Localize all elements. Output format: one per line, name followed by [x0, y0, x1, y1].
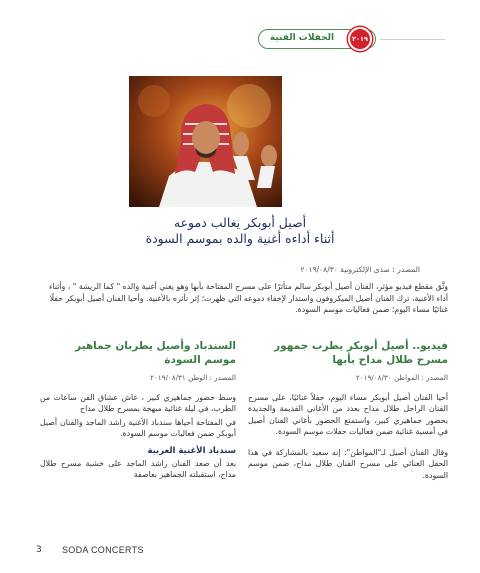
left-article-para2: في المفتاحة أحياها سندباد الأغنية راشد الماجد والفنان أصيل أبوبكر ضمن فعاليات موسم السودة. [40, 417, 236, 438]
lead-article-body: وثَّق مقطع فيديو مؤثر، الفنان أصيل أبوبكر سالم متأثرًا على مسرح المفتاحة بأبها وهو يغني أغنية والده " كما الريشة " ، وأثناء أداء الأغنية، ترك الفنان أصيل الميكروفون واستدار لإخفاء دموعه التي ظهرت؛ إثر تأثره بالأغنية. وأحيا الفنان أصيل أبوبكر حفلًا غنائيًا مساء اليوم؛ ضمن فعاليات موسم السودة. [48, 282, 448, 314]
header-rule [380, 39, 445, 40]
right-article-para1: أحيا الفنان أصيل أبوبكر مساء اليوم، حفلاً غنائيًا، على مسرح الفنان الراحل طلال مداح بعدد من الأغاني القديمة والجديدة بحضور جماهيري كبير، واستمتع الحضور بأغاني الفنان أصيل في أمسية غنائية ضمن فعاليات حفلات موسم السودة. [248, 393, 448, 436]
section-badge: ٢٠١٩ [348, 27, 372, 51]
left-source-date: ٢٠١٩/٠٨/٣١ [150, 373, 186, 382]
section-title: الحفلات الفنية [269, 33, 335, 43]
left-article-subheading: سندباد الأغنية العربية [147, 446, 236, 457]
left-article-title: السندباد وأصيل يطربان جماهير موسم السودة [75, 340, 236, 366]
left-source-label: المصدر : الوطن [188, 373, 236, 382]
left-article-para3: بعد أن صعد الفنان راشد الماجد على خشبة مسرح طلال مداح، استقبلته الجماهير بعاصفة [40, 459, 236, 480]
right-article-source: المصدر : المواطن ٢٠١٩/٠٨/٣٠ [355, 373, 448, 382]
left-article-para1: وسط حضور جماهيري كبير ، عاش عشاق الفن ساعات من الطرب، في ليلة غنائية مبهجة بمسرح طلال مداح [40, 393, 236, 414]
right-article [248, 339, 448, 481]
right-article-title: فيديو.. أصيل أبوبكر يطرب جمهور مسرح طلال مداح بأبها [274, 340, 448, 366]
footer-brand: SODA CONCERTS [62, 545, 144, 555]
lead-article-source: المصدر : صدى الإلكترونية ٢٠١٩/٠٨/٣٠ [300, 265, 420, 274]
lead-title-line1: أصيل أبوبكر يغالب دموعه [173, 215, 307, 230]
left-article [40, 339, 236, 481]
right-article-para2: وقال الفنان أصيل لـ"المواطن": إنه سعيد بالمشاركة في هذا الحفل الغنائي على مسرح الفنان طلال مداح، ضمن موسم السودة. [248, 448, 448, 480]
left-article-source [40, 373, 236, 382]
lead-article-title [60, 215, 420, 247]
page-number: 3 [36, 545, 42, 555]
singer-photo [129, 76, 282, 207]
lead-title-line2: أثناء أداءه أغنية والده بموسم السودة [145, 231, 335, 246]
